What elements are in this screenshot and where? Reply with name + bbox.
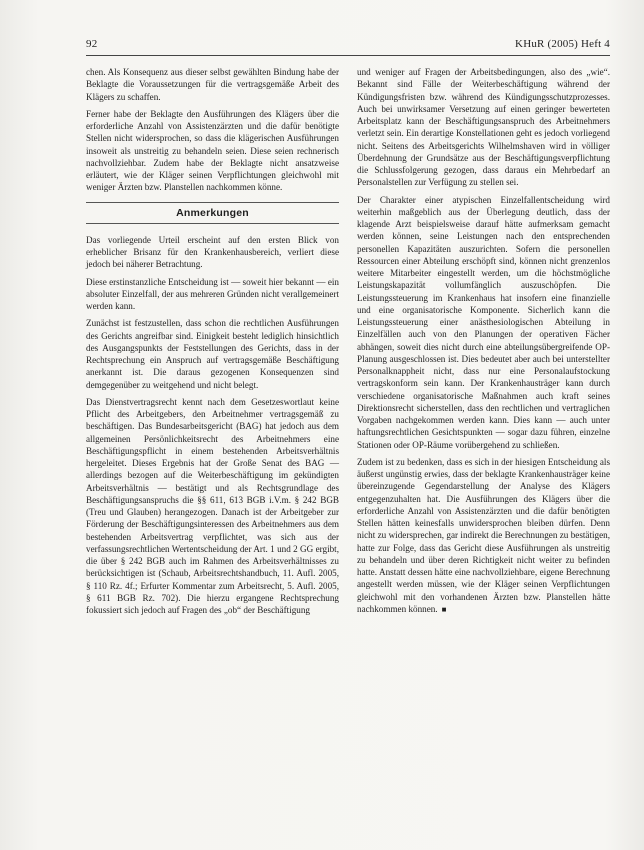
paragraph: Das Dienstvertragsrecht kennt nach dem Gesetzeswortlaut keine Pflicht des Arbeitgebers, den Arbeitnehmer vertragsgemäß zu beschäftigen. Das Bundesarbeitsgericht (BAG) hat jedoch aus dem allgemeinen Persönlichkeitsrecht des Arbeitnehmers eine Beschäftigungspflicht in einem bestehenden Arbeitsverhältnis hergeleitet. Dieses Ergebnis hat der Große Senat des BAG — allerdings bezogen auf die Weiterbeschäftigung im gekündigten Arbeitsverhältnis — bestätigt und als Rechtsgrundlage des Beschäftigungsanspruchs die §§ 611, 613 BGB i.V.m. § 242 BGB (Treu und Glauben) herangezogen. Danach ist der Arbeitgeber zur Förderung der Beschäftigungsinteressen des Arbeitnehmers aus dem bestehenden Arbeitsvertrag verpflichtet, was sich aus der verfassungsrechtlichen Wertentscheidung der Art. 1 und 2 GG ergibt, die über § 242 BGB auch im Rahmen des Arbeitsverhältnisses zu berücksichtigen ist (Schaub, Arbeitsrechtshandbuch, 11. Aufl. 2005, § 110 Rz. 4f.; Erfurter Kommentar zum Arbeitsrecht, 5. Aufl. 2005, § 611 BGB Rz. 702). Die hierzu ergangene Rechtsprechung fokussiert sich jedoch auf Fragen des „ob“ der Beschäftigung bbox=[86, 396, 339, 615]
right-column bbox=[357, 66, 610, 621]
running-header bbox=[86, 38, 610, 54]
section-heading: Anmerkungen bbox=[86, 202, 339, 224]
end-mark-icon: ■ bbox=[441, 604, 447, 614]
page-number: 92 bbox=[86, 38, 98, 50]
paragraph: Zunächst ist festzustellen, dass schon die rechtlichen Ausführungen des Gerichts angreifbar sind. Einigkeit besteht lediglich hinsichtlich des Ausgangspunkts der Feststellungen des Gerichts, dass in der Rechtsprechung ein Anspruch auf vertragsgemäße Beschäftigung anerkannt ist. Die daraus gezogenen Konsequenzen sind demgegenüber zu weitgehend und nicht belegt. bbox=[86, 318, 339, 390]
header-rule bbox=[86, 55, 610, 56]
paragraph: und weniger auf Fragen der Arbeitsbedingungen, also des „wie“. Bekannt sind Fälle der Weiterbeschäftigung während der Kündigungsfristen bzw. während des Kündigungsschutzprozesses. Auch bei unwirksamer Versetzung auf einen geringer bewerteten Arbeitsplatz kann der Beschäftigungsanspruch des Arbeitnehmers verletzt sein. Ein derartige Konstellationen geht es jedoch vorliegend nicht. Seitens des Arbeitsgerichts Wilhelmshaven wird in völliger Überdehnung der Grundsätze aus der Beschäftigungsverpflichtung die Schlussfolgerung gezogen, dass daraus ein Mehrbedarf an Personalstellen zur Verfügung zu stellen sei. bbox=[357, 67, 610, 188]
paragraph: chen. Als Konsequenz aus dieser selbst gewählten Bindung habe der Beklagte die Voraussetzungen für die vertragsgemäße Arbeit des Klägers zu schaffen. bbox=[86, 67, 339, 102]
left-column bbox=[86, 66, 339, 621]
paragraph-text: Zudem ist zu bedenken, dass es sich in der hiesigen Entscheidung als äußerst ungünstig erwies, dass der beklagte Krankenhausträger keine übereinzugende Gegendarstellung der Analyse des Klägers entgegenzuhalten hat. Die Ausführungen des Klägers über die erforderliche Anzahl von Assistenzärzten und die dafür benötigten Stellen hätten keinesfalls unwidersprochen bleiben dürfen. Denn nicht zu widersprechen, gar indirekt die Berechnungen zu bestätigen, hatte zur Folge, dass das Gericht diese Ausführungen als unstreitig zu behandeln und über deren Richtigkeit nicht weiter zu befinden hatte. Anstatt dessen hätte eine nachvollziehbare, eigene Berechnung angestellt werden müssen, wie der Kläger seinen Verpflichtungen gleichwohl mit den vorhandenen Ärzten bzw. Planstellen hätte nachkommen können. bbox=[357, 456, 610, 614]
paragraph: Das vorliegende Urteil erscheint auf den ersten Blick von erheblicher Brisanz für den Krankenhausbereich, verliert diese jedoch bei näherer Betrachtung. bbox=[86, 234, 339, 270]
paragraph-last bbox=[357, 456, 610, 616]
paragraph: Der Charakter einer atypischen Einzelfallentscheidung wird weiterhin maßgeblich aus der Überlegung deutlich, dass der klagende Arzt beispielsweise darauf hätte aufmerksam gemacht werden können, seine Leistungen nach den entsprechenden personellen Kapazitäten auszurichten. Sofern die personellen Ressourcen einer Abteilung erschöpft sind, können nicht grenzenlos weitere Mitarbeiter eingestellt werden, um die höchstmögliche Leistungskapazität vollumfänglich auszuschöpfen. Die Leistungssteuerung im Krankenhaus hat insofern eine finanzielle und eine organisatorische Komponente. Sicherlich kann die Leistungssteuerung einer anästhesiologischen Abteilung in Einzelfällen auch von den Planungen der operativen Fächer abhängen, soweit dies nicht durch eine abteilungsübergreifende OP-Planung ausgeschlossen ist. Dies bedeutet aber auch bei unterstellter Personalknappheit nicht, dass nur eine Personalaufstockung vertragskonform sein kann. Der Krankenhausträger kann durch verschiedene organisatorische Maßnahmen auch kraft seines Direktionsrecht sicherstellen, dass den rechtlichen und vertraglichen Vorgaben nachgekommen werden kann. Dies kann — auch unter haftungsrechtlichen Gesichtspunkten — sogar dazu führen, einzelne Stationen oder OP-Räume vorübergehend zu schließen. bbox=[357, 194, 610, 450]
paragraph: Diese erstinstanzliche Entscheidung ist — soweit hier bekannt — ein absoluter Einzelfall, der aus mehreren Gründen nicht verallgemeinert werden kann. bbox=[86, 276, 339, 311]
journal-citation: KHuR (2005) Heft 4 bbox=[515, 38, 610, 50]
paragraph: Ferner habe der Beklagte den Ausführungen des Klägers über die erforderliche Anzahl von Assistenzärzten und die dafür benötigte Stellen nicht widersprochen, so dass die klägerischen Ausführungen insoweit als unstreitig zu behandeln seien. Diese seien rechnerisch nachvollziehbar. Zudem habe der Beklagte nicht ansatzweise erläutert, wie der Kläger seinen Verpflichtungen gleichwohl mit weniger Ärzten bzw. Planstellen nachkommen könne. bbox=[86, 108, 339, 193]
